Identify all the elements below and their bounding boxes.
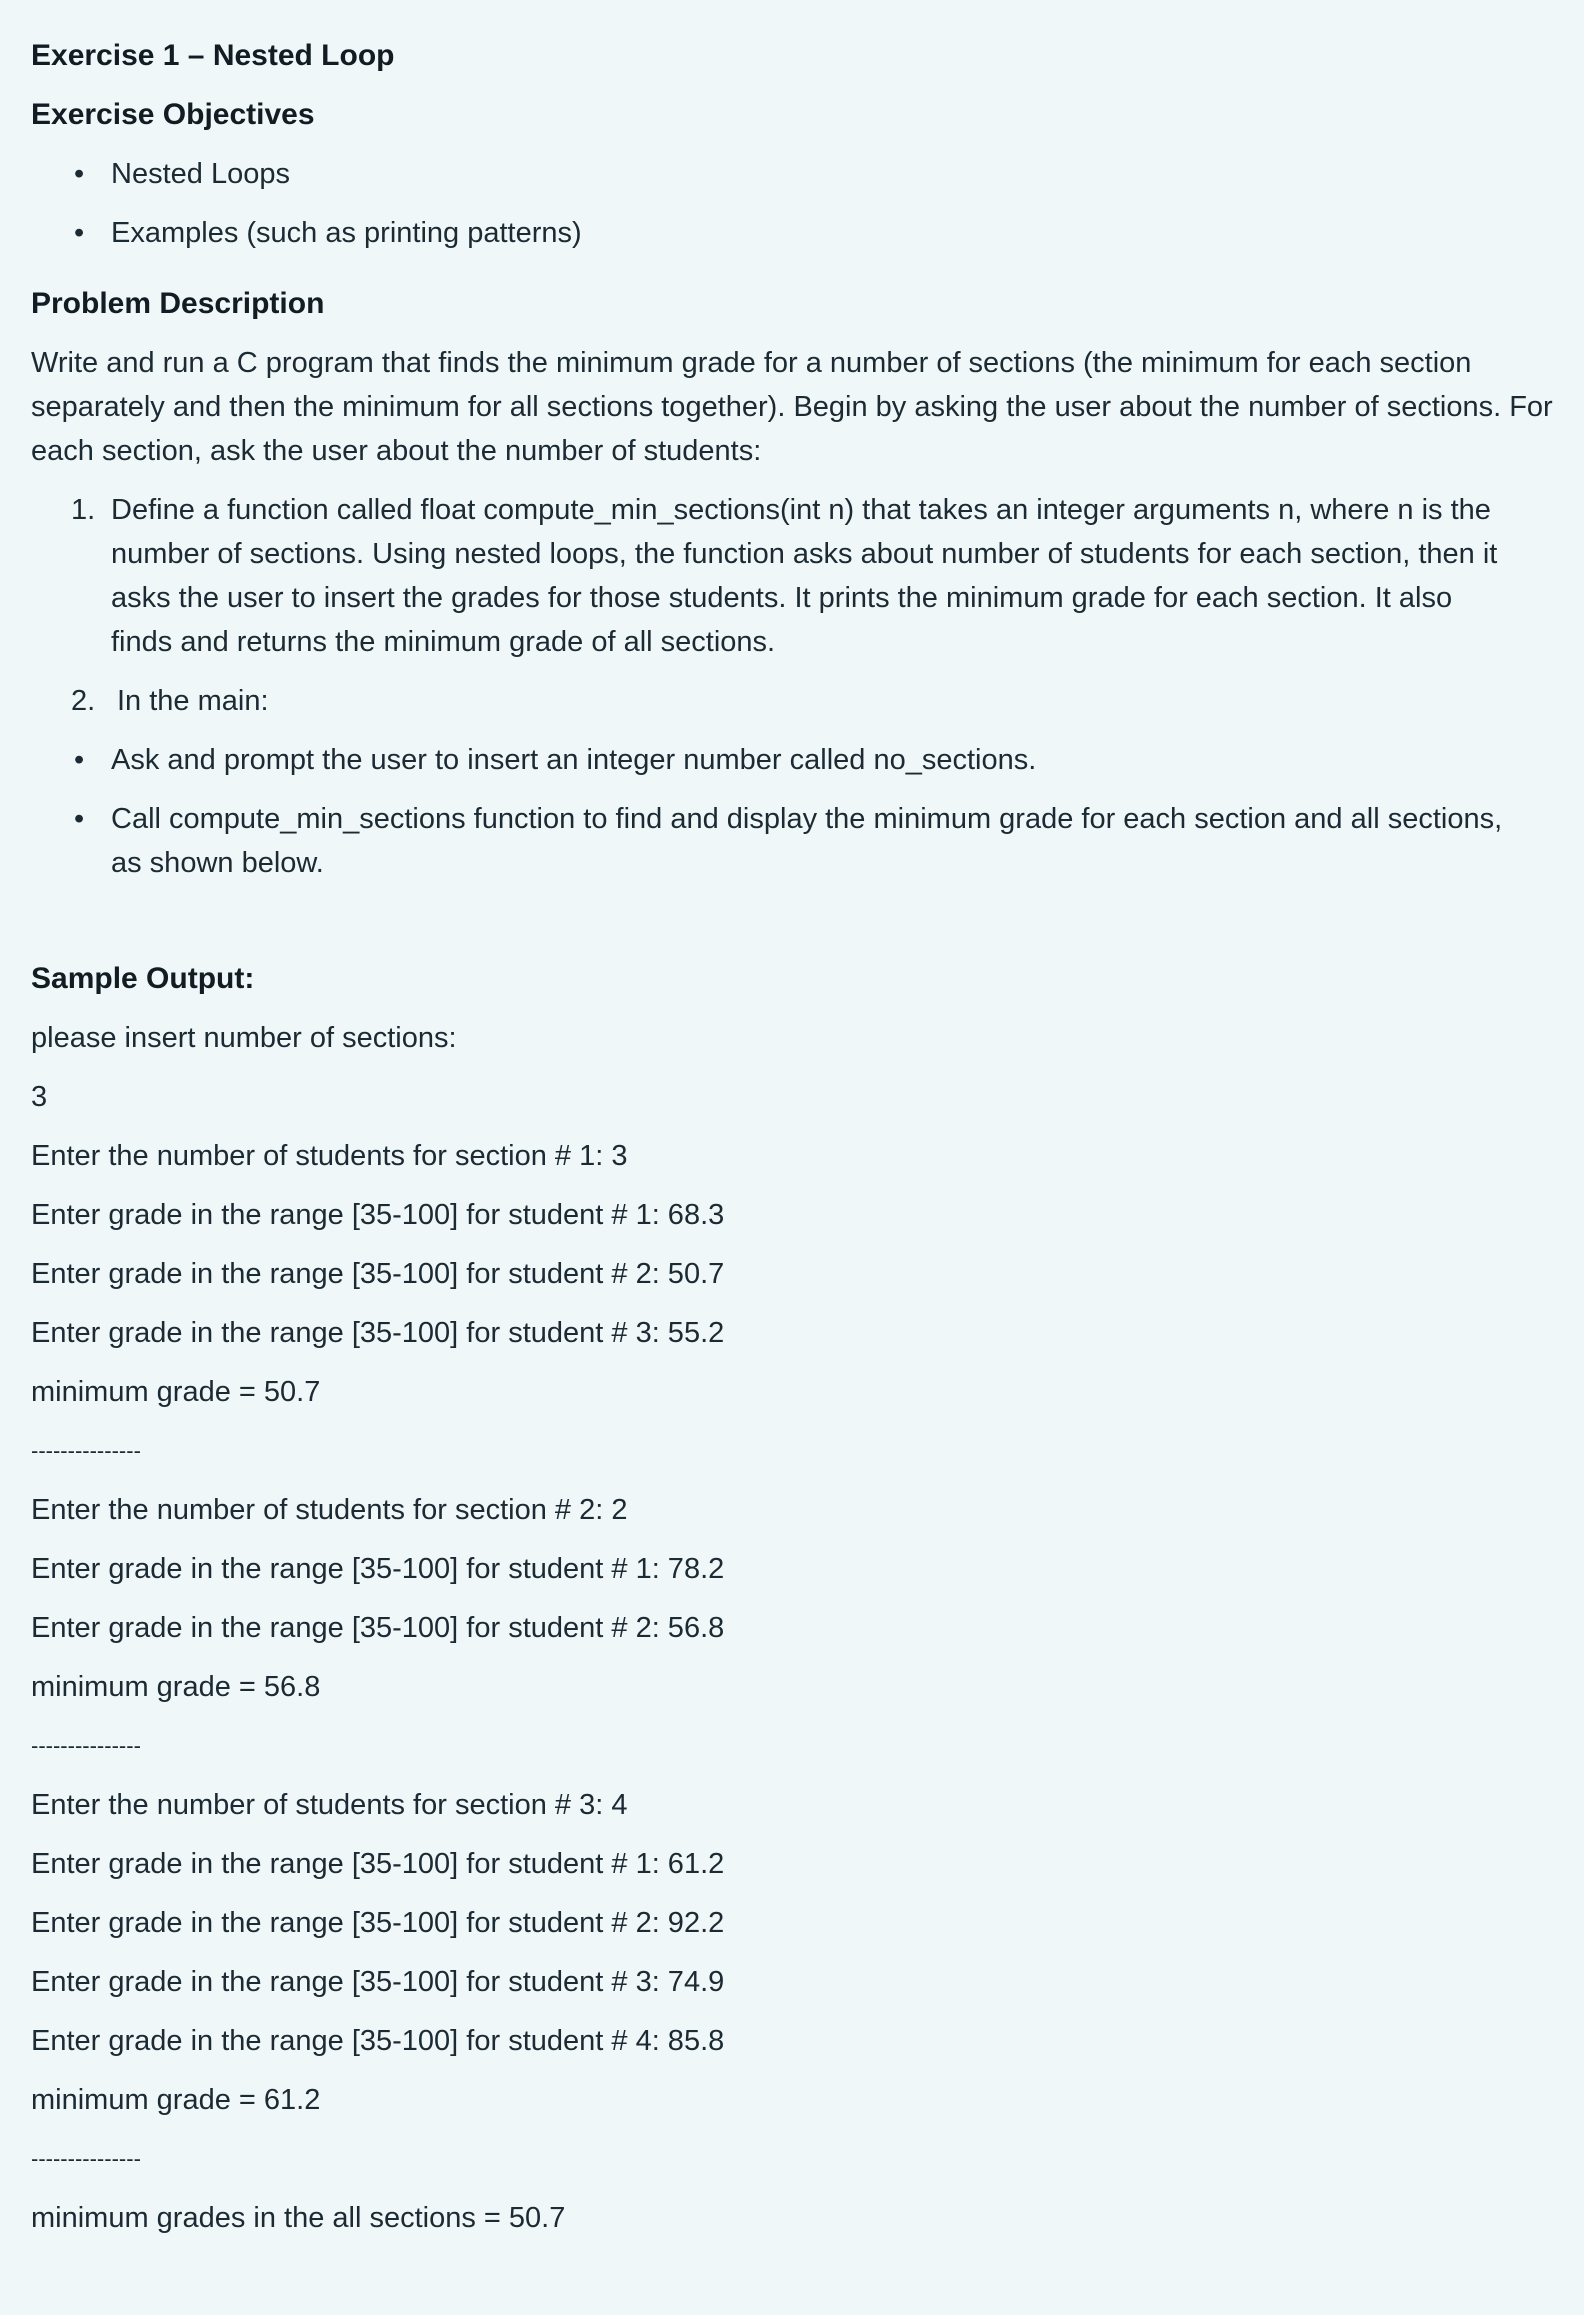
- separator-line: ---------------: [31, 1438, 141, 1463]
- output-line: Enter grade in the range [35-100] for student # 4: 85.8: [31, 2025, 725, 2057]
- list-item: • Examples (such as printing patterns): [31, 211, 1553, 255]
- bullet-icon: •: [74, 803, 85, 835]
- output-line: Enter the number of students for section # 1: 3: [31, 1140, 628, 1172]
- step-text: Define a function called float compute_min_sections(int n) that takes an integer arguments n, where n is the number of sections. Using nested loops, the function asks about number of students for each section, then it asks the user to insert the grades for those students. It prints the minimum grade for each section. It also finds and returns the minimum grade of all sections.: [111, 494, 1498, 658]
- list-item: • Call compute_min_sections function to find and display the minimum grade for each section and all sections, as shown below.: [31, 797, 1553, 885]
- page-title: Exercise 1 – Nested Loop: [31, 39, 395, 72]
- output-line: minimum grade = 50.7: [31, 1376, 321, 1408]
- sample-output-heading: Sample Output:: [31, 962, 255, 995]
- list-item: • Ask and prompt the user to insert an integer number called no_sections.: [31, 738, 1553, 782]
- objectives-list: [31, 152, 1553, 255]
- output-line: minimum grade = 61.2: [31, 2084, 321, 2116]
- output-line: Enter the number of students for section # 3: 4: [31, 1789, 628, 1821]
- sample-output: [31, 1016, 1553, 2240]
- step-number: 1.: [71, 494, 96, 526]
- output-line: Enter grade in the range [35-100] for student # 2: 50.7: [31, 1258, 725, 1290]
- steps-list: [31, 488, 1553, 723]
- output-line: minimum grades in the all sections = 50.7: [31, 2202, 566, 2234]
- step-text: In the main:: [117, 685, 269, 717]
- output-line: Enter grade in the range [35-100] for student # 1: 68.3: [31, 1199, 725, 1231]
- output-line: Enter grade in the range [35-100] for student # 3: 74.9: [31, 1966, 725, 1998]
- step-item: [31, 679, 1553, 723]
- output-line: Enter grade in the range [35-100] for student # 2: 56.8: [31, 1612, 725, 1644]
- separator-line: ---------------: [31, 2146, 141, 2171]
- output-line: please insert number of sections:: [31, 1022, 457, 1054]
- problem-heading: Problem Description: [31, 287, 325, 320]
- list-item: • Nested Loops: [31, 152, 1553, 196]
- main-steps-list: [31, 738, 1553, 885]
- bullet-icon: •: [74, 744, 85, 776]
- output-line: Enter the number of students for section # 2: 2: [31, 1494, 628, 1526]
- step-number: 2.: [71, 685, 96, 717]
- problem-description: Write and run a C program that finds the minimum grade for a number of sections (the minimum for each section separately and then the minimum for all sections together). Begin by asking the user about the number of sections. For each section, ask the user about the number of students:: [31, 347, 1553, 467]
- output-line: minimum grade = 56.8: [31, 1671, 321, 1703]
- bullet-icon: •: [74, 158, 85, 190]
- output-line: Enter grade in the range [35-100] for student # 2: 92.2: [31, 1907, 725, 1939]
- separator-line: ---------------: [31, 1733, 141, 1758]
- bullet-icon: •: [74, 217, 85, 249]
- step-item: [31, 488, 1553, 664]
- output-line: Enter grade in the range [35-100] for student # 3: 55.2: [31, 1317, 725, 1349]
- output-line: Enter grade in the range [35-100] for student # 1: 78.2: [31, 1553, 725, 1585]
- output-line: 3: [31, 1081, 48, 1113]
- objectives-heading: Exercise Objectives: [31, 98, 315, 131]
- output-line: Enter grade in the range [35-100] for student # 1: 61.2: [31, 1848, 725, 1880]
